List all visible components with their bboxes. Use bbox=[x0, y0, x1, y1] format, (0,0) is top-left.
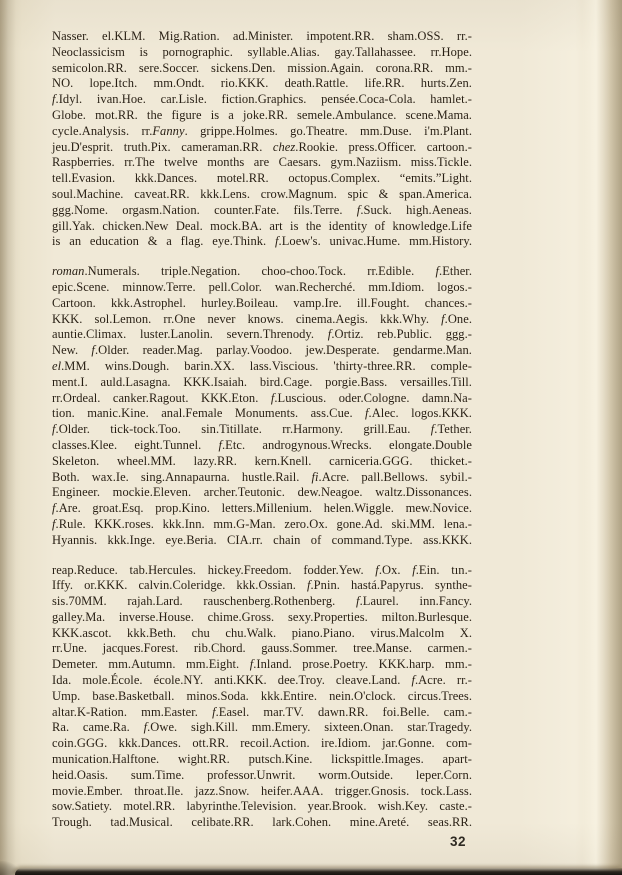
page-number: 32 bbox=[449, 834, 466, 849]
text-line: gill.Yak. chicken.New Deal. mock.BA. art is the identity of knowledge.Life bbox=[52, 218, 472, 233]
text-line: Raspberries. rr.The twelve months are Caesars. gym.Naziism. miss.Tickle. bbox=[52, 155, 472, 170]
text-line: el.MM. wins.Dough. barin.XX. lass.Viscious. 'thirty-three.RR. comple- bbox=[52, 358, 472, 373]
text-line: Iffy. or.KKK. calvin.Coleridge. kkk.Ossian. f.Pnin. hastá.Papyrus. synthe- bbox=[52, 578, 472, 593]
text-line: ment.I. auld.Lasagna. KKK.Isaiah. bird.Cage. porgie.Bass. versailles.Till. bbox=[52, 374, 472, 389]
text-line: KKK.ascot. kkk.Beth. chu chu.Walk. piano.Piano. virus.Malcolm X. bbox=[52, 625, 472, 640]
text-line: munication.Halftone. wight.RR. putsch.Kine. lickspittle.Images. apart- bbox=[52, 752, 472, 767]
text-line: cycle.Analysis. rr.Fanny. grippe.Holmes. go.Theatre. mm.Duse. i'm.Plant. bbox=[52, 123, 473, 138]
text-line: Globe. mot.RR. the figure is a joke.RR. semele.Ambulance. scene.Mama. bbox=[52, 107, 472, 122]
scan-edge-bottom bbox=[15, 868, 622, 875]
text-line: f.Are. groat.Esq. prop.Kino. letters.Millenium. helen.Wiggle. mew.Novice. bbox=[52, 501, 472, 516]
text-line: classes.Klee. eight.Tunnel. f.Etc. androgynous.Wrecks. elongate.Double bbox=[52, 437, 473, 452]
text-line: sis.70MM. rajah.Lard. rauschenberg.Rothenberg. f.Laurel. inn.Fancy. bbox=[52, 594, 472, 609]
text-line: NO. lope.Itch. mm.Ondt. rio.KKK. death.Rattle. life.RR. hurts.Zen. bbox=[52, 76, 472, 91]
text-line: coin.GGG. kkk.Dances. ott.RR. recoil.Action. ire.Idiom. jar.Gonne. com- bbox=[52, 736, 472, 751]
text-line: Ra. came.Ra. f.Owe. sigh.Kill. mm.Emery. sixteen.Onan. star.Tragedy. bbox=[52, 720, 472, 735]
text-line: jeu.D'esprit. truth.Pix. cameraman.RR. chez.Rookie. press.Officer. cartoon.- bbox=[52, 139, 472, 154]
text-line: New. f.Older. reader.Mag. parlay.Voodoo. jew.Desperate. gendarme.Man. bbox=[52, 343, 472, 358]
text-line: f.Older. tick-tock.Too. sin.Titillate. rr.Harmony. grill.Eau. f.Tether. bbox=[52, 422, 472, 437]
text-line: epic.Scene. minnow.Terre. pell.Color. wan.Recherché. mm.Idiom. logos.- bbox=[52, 279, 472, 294]
text-line: KKK. sol.Lemon. rr.One never knows. cinema.Aegis. kkk.Why. f.One. bbox=[52, 311, 472, 326]
text-line: Skeleton. wheel.MM. lazy.RR. kern.Knell. carniceria.GGG. thicket.- bbox=[52, 453, 472, 468]
text-line: Ump. base.Basketball. minos.Soda. kkk.Entire. nein.O'clock. circus.Trees. bbox=[52, 688, 472, 703]
page-gutter-shadow bbox=[0, 0, 16, 875]
text-line: movie.Ember. throat.Ile. jazz.Snow. heifer.AAA. trigger.Gnosis. tock.Lass. bbox=[52, 783, 472, 798]
text-line: Nasser. el.KLM. Mig.Ration. ad.Minister. impotent.RR. sham.OSS. rr.- bbox=[52, 29, 472, 43]
text-line: semicolon.RR. sere.Soccer. sickens.Den. mission.Again. corona.RR. mm.- bbox=[52, 60, 472, 75]
paragraph bbox=[52, 264, 472, 548]
text-line: tion. manic.Kine. anal.Female Monuments. ass.Cue. f.Alec. logos.KKK. bbox=[52, 406, 472, 421]
text-line: rr.Ordeal. canker.Ragout. KKK.Eton. f.Luscious. oder.Cologne. damn.Na- bbox=[52, 390, 472, 405]
page-edge-shadow bbox=[582, 0, 622, 875]
text-line: Trough. tad.Musical. celibate.RR. lark.Cohen. mine.Areté. seas.RR. bbox=[52, 815, 472, 830]
scan-corner-shadow bbox=[0, 861, 20, 875]
text-line: reap.Reduce. tab.Hercules. hickey.Freedom. fodder.Yew. f.Ox. f.Ein. tın.- bbox=[52, 562, 472, 577]
text-line: tell.Evasion. kkk.Dances. motel.RR. octopus.Complex. “emits.”Light. bbox=[52, 171, 472, 186]
text-line: Neoclassicism is pornographic. syllable.Alias. gay.Tallahassee. rr.Hope. bbox=[52, 44, 472, 59]
text-line: galley.Ma. inverse.House. chime.Gross. sexy.Properties. milton.Burlesque. bbox=[52, 609, 472, 624]
text-line: Ida. mole.École. école.NY. anti.KKK. dee.Troy. cleave.Land. f.Acre. rr.- bbox=[52, 673, 472, 688]
text-line: Both. wax.Ie. sing.Annapaurna. hustle.Rail. fi.Acre. pall.Bellows. sybil.- bbox=[52, 469, 472, 484]
text-line: sow.Satiety. motel.RR. labyrinthe.Television. year.Brook. wish.Key. caste.- bbox=[52, 799, 472, 814]
text-line: heid.Oasis. sum.Time. professor.Unwrit. worm.Outside. leper.Corn. bbox=[52, 767, 472, 782]
text-line: f.Idyl. ivan.Hoe. car.Lisle. fiction.Graphics. pensée.Coca-Cola. hamlet.- bbox=[52, 92, 472, 107]
text-line: altar.K-Ration. mm.Easter. f.Easel. mar.TV. dawn.RR. foi.Belle. cam.- bbox=[52, 704, 472, 719]
text-line: roman.Numerals. triple.Negation. choo-choo.Tock. rr.Edible. f.Ether. bbox=[52, 264, 472, 279]
text-line: Demeter. mm.Autumn. mm.Eight. f.Inland. prose.Poetry. KKK.harp. mm.- bbox=[52, 657, 472, 672]
text-line: Hyannis. kkk.Inge. eye.Beria. CIA.rr. chain of command.Type. ass.KKK. bbox=[52, 532, 472, 547]
text-line: auntie.Climax. luster.Lanolin. severn.Threnody. f.Ortiz. reb.Public. ggg.- bbox=[52, 327, 472, 342]
text-block bbox=[52, 29, 472, 831]
text-line: Engineer. mockie.Eleven. archer.Teutonic. dew.Neagoe. waltz.Dissonances. bbox=[52, 485, 472, 500]
text-line: soul.Machine. caveat.RR. kkk.Lens. crow.Magnum. spic & span.America. bbox=[52, 186, 472, 201]
text-line: Cartoon. kkk.Astrophel. hurley.Boileau. vamp.Ire. ill.Fought. chances.- bbox=[52, 295, 472, 310]
text-line: is an education & a flag. eye.Think. f.Loew's. univac.Hume. mm.History. bbox=[52, 234, 472, 249]
text-line: f.Rule. KKK.roses. kkk.Inn. mm.G-Man. zero.Ox. gone.Ad. ski.MM. lena.- bbox=[52, 516, 472, 531]
text-line: ggg.Nome. orgasm.Nation. counter.Fate. fils.Terre. f.Suck. high.Aeneas. bbox=[52, 202, 472, 217]
text-line: rr.Une. jacques.Forest. rib.Chord. gauss.Sommer. tree.Manse. carmen.- bbox=[52, 641, 472, 656]
paragraph bbox=[52, 29, 472, 250]
paragraph bbox=[52, 563, 472, 832]
